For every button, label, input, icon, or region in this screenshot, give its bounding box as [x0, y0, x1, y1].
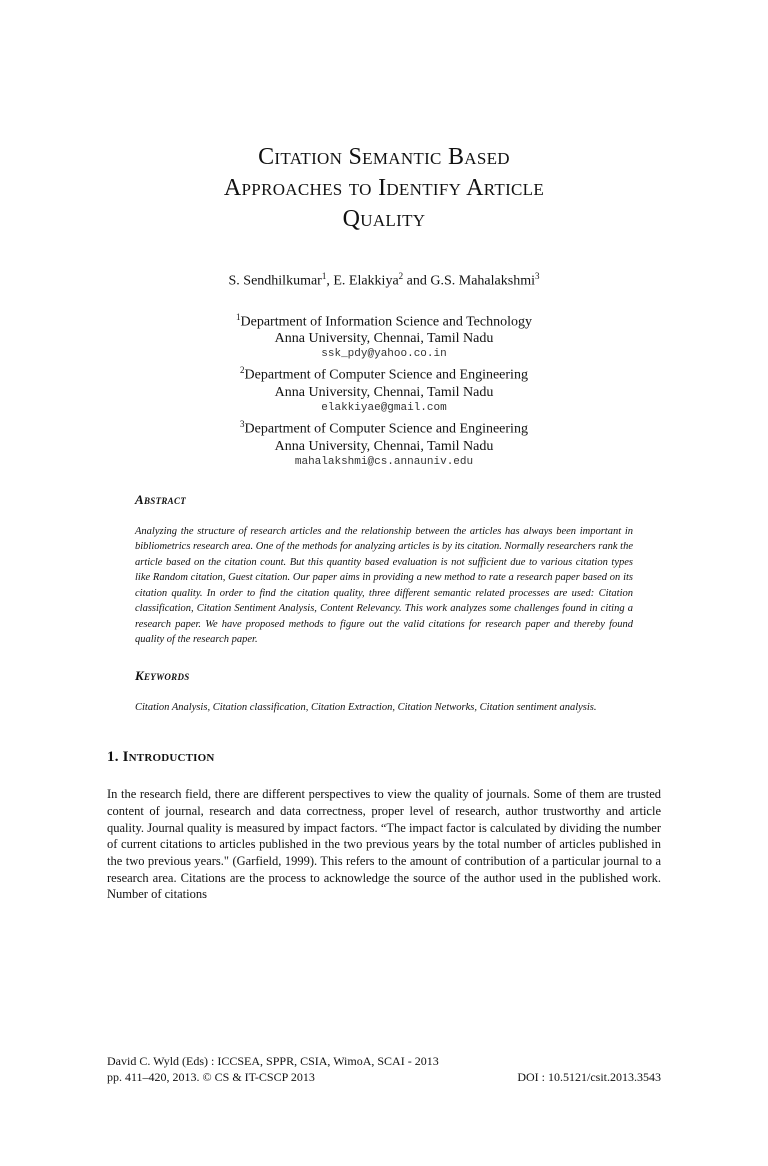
footer-doi: DOI : 10.5121/csit.2013.3543 [517, 1070, 661, 1084]
author-2-sup: 2 [398, 271, 404, 281]
author-3: G.S. Mahalakshmi [430, 273, 535, 289]
affiliation-dept [107, 362, 661, 384]
affiliation-sup: 3 [240, 418, 245, 429]
paper-page [0, 142, 768, 1166]
keywords-heading: Keywords [135, 667, 190, 683]
keywords-section [135, 668, 661, 716]
title-line-1: Citation Semantic Based [258, 144, 510, 170]
affiliation-3 [107, 416, 661, 470]
introduction-text: In the research field, there are different perspectives to view the quality of journals. Some of them are trusted content of journal, research and data correctness, proper level of research, author trustworthy and article quality. Journal quality is measured by impact factors. “The impact factor is calculated by dividing the number of current citations to articles published in the two previous years by the total number of articles published in the two previous years." (Garfield, 1999). This refers to the amount of contribution of a particular journal to a research area. Citations are the process to acknowledge the source of the author used in the published work. Number of citations [107, 787, 661, 902]
author-1-sup: 1 [321, 271, 327, 281]
author-3-sup: 3 [534, 271, 540, 281]
introduction-heading: 1. Introduction [107, 749, 215, 766]
author-separator-2: and [403, 273, 431, 289]
title-line-3: Quality [342, 206, 426, 232]
affiliation-dept [107, 309, 661, 331]
footer-line-2 [107, 1069, 661, 1085]
affiliation-1 [107, 309, 661, 363]
affiliation-2 [107, 362, 661, 416]
affiliation-dept [107, 416, 661, 438]
paper-title [107, 142, 661, 235]
affiliation-dept-text: Department of Computer Science and Engineering [244, 421, 528, 437]
page-footer [107, 1053, 661, 1085]
affiliations [107, 309, 661, 470]
author-2: E. Elakkiya [333, 273, 399, 289]
affiliation-email[interactable]: elakkiyae@gmail.com [321, 401, 447, 414]
affiliation-univ: Anna University, Chennai, Tamil Nadu [274, 438, 494, 454]
keywords-text: Citation Analysis, Citation classification, Citation Extraction, Citation Networks, Citation sentiment analysis. [135, 701, 597, 713]
author-separator-1: , [326, 273, 334, 289]
abstract-text: Analyzing the structure of research articles and the relationship between the articles has always been important in bibliometrics research area. One of the methods for analyzing articles is by its citation. Normally researchers rank the article based on the citation count. But this quantity based evaluation is not sufficient due to various citation types like Random citation, Guest citation. Our paper aims in providing a new method to rate a research paper based on its citation quality. In order to find the citation quality, three different semantic related processes are used: Citation classification, Citation Sentiment Analysis, Content Relevancy. This work analyzes some challenges found in citing a research paper. We have proposed methods to figure out the valid citations for research paper and thereby found quality of the research paper. [135, 525, 633, 646]
affiliation-dept-text: Department of Information Science and Technology [240, 314, 532, 330]
affiliation-univ: Anna University, Chennai, Tamil Nadu [274, 331, 494, 347]
affiliation-sup: 2 [240, 365, 245, 376]
affiliation-sup: 1 [236, 311, 241, 322]
affiliation-univ: Anna University, Chennai, Tamil Nadu [274, 384, 494, 400]
abstract-section [135, 492, 661, 648]
affiliation-email[interactable]: mahalakshmi@cs.annauniv.edu [294, 455, 474, 468]
abstract-heading: Abstract [135, 491, 187, 507]
author-1: S. Sendhilkumar [228, 273, 322, 289]
affiliation-email[interactable]: ssk_pdy@yahoo.co.in [321, 348, 447, 361]
title-line-2: Approaches to Identify Article [223, 175, 545, 201]
footer-pages: pp. 411–420, 2013. © CS & IT-CSCP 2013 [107, 1070, 315, 1084]
footer-line-1: David C. Wyld (Eds) : ICCSEA, SPPR, CSIA, WimoA, SCAI - 2013 [107, 1054, 439, 1068]
author-list [107, 267, 661, 291]
affiliation-dept-text: Department of Computer Science and Engineering [244, 367, 528, 383]
